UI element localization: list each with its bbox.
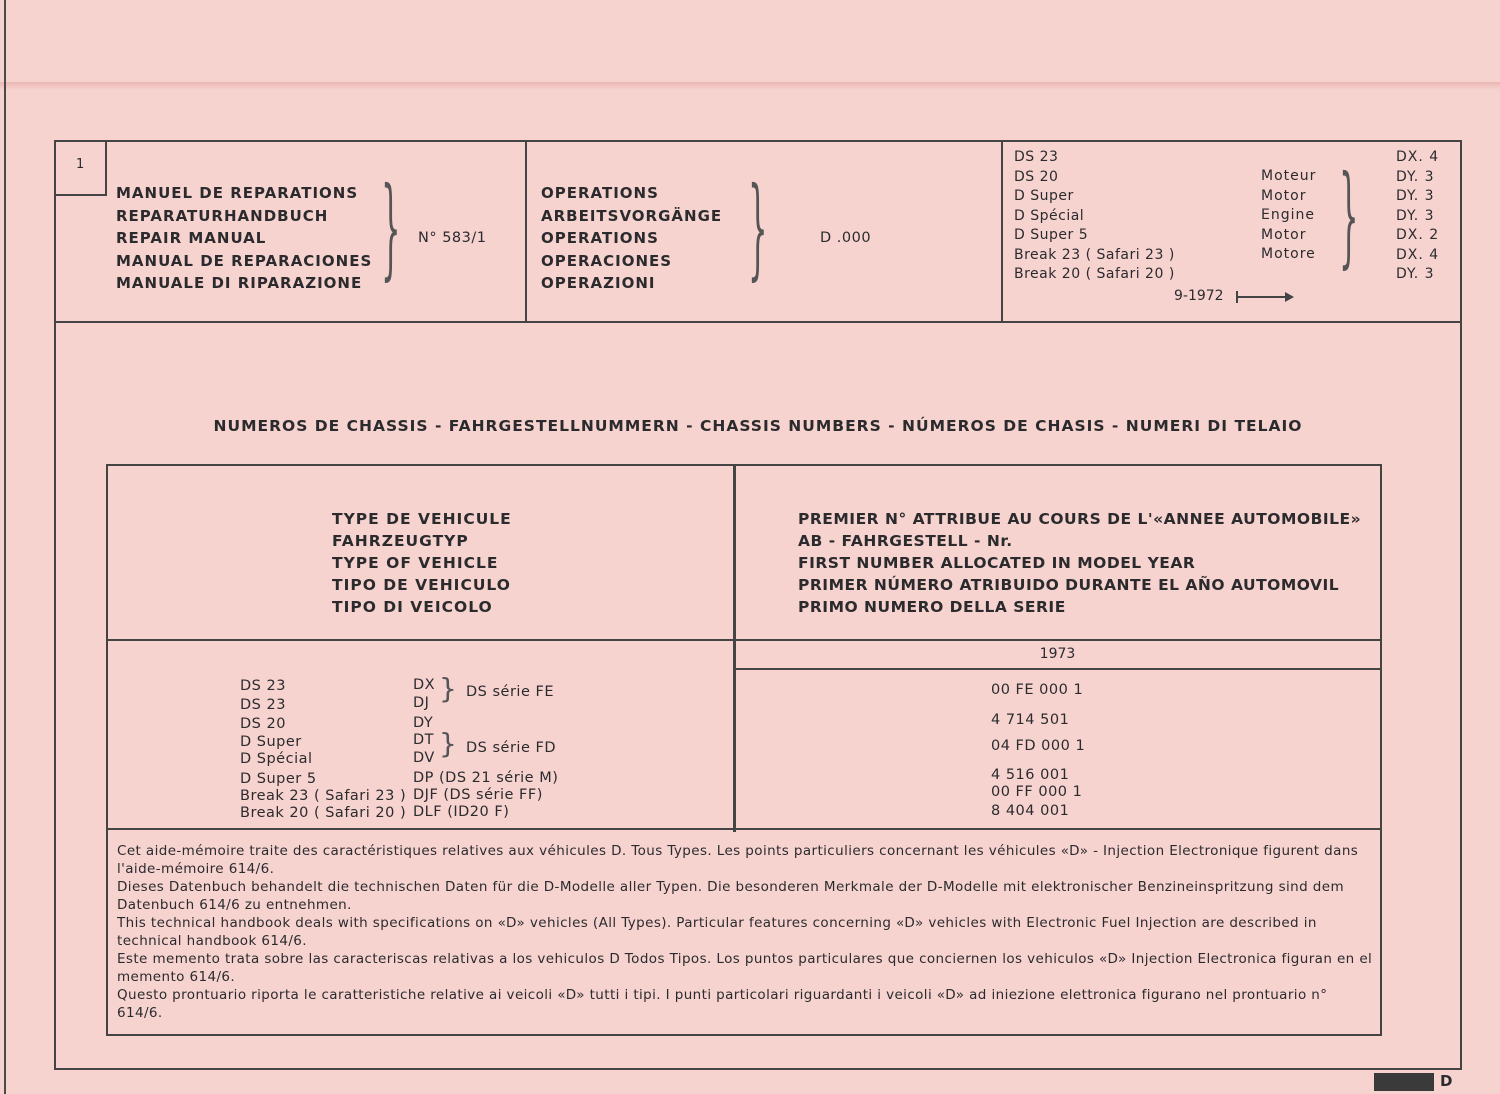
model: DS 23 (1014, 149, 1059, 165)
brace-icon: } (381, 163, 401, 291)
type-header-line: TIPO DI VEICOLO (332, 598, 493, 616)
first-number: 00 FF 000 1 (991, 784, 1083, 800)
note-en: This technical handbook deals with specifications on «D» vehicles (All Types). Particular features concerning «D» vehicles with Electronic Fuel Injection are described in technical handbook 614/6. (117, 915, 1317, 949)
divider (525, 142, 527, 321)
engine-code: DY. 3 (1396, 168, 1435, 185)
first-header-line: PRIMER NÚMERO ATRIBUIDO DURANTE EL AÑO AUTOMOVIL (798, 576, 1340, 594)
model-list (1014, 148, 1175, 285)
model: D Spécial (1014, 207, 1085, 224)
model: Break 23 ( Safari 23 ) (1014, 246, 1175, 263)
date-from: 9-1972 (1174, 288, 1224, 304)
first-header-line: PREMIER N° ATTRIBUE AU COURS DE L'«ANNEE AUTOMOBILE» (798, 510, 1362, 528)
vehicle-code: DLF (ID20 F) (413, 804, 510, 820)
vehicle-code: DT (413, 732, 435, 748)
engine-code: DX. 4 (1396, 246, 1440, 263)
operation-code: D .000 (820, 230, 872, 246)
divider (733, 668, 1380, 670)
note-it: Questo prontuario riporta le caratteristiche relative ai veicoli «D» tutti i tipi. I punti particolari riguardanti i veicoli «D» ad iniezione elettronica figurano nel prontuario n° 614/6. (117, 987, 1328, 1021)
type-header (332, 508, 512, 618)
first-number: 4 714 501 (991, 712, 1070, 728)
chassis-table (106, 464, 1382, 1036)
engine-word: Motore (1261, 246, 1316, 262)
document-sheet (54, 140, 1462, 1070)
vehicle-name: D Spécial (240, 751, 313, 767)
first-header-line: FIRST NUMBER ALLOCATED IN MODEL YEAR (798, 554, 1196, 572)
engine-words (1261, 167, 1316, 265)
model: D Super (1014, 188, 1074, 204)
manual-titles (116, 182, 372, 295)
vehicle-code: DP (DS 21 série M) (413, 770, 559, 786)
model: D Super 5 (1014, 227, 1089, 243)
engine-code: DY. 3 (1396, 188, 1435, 204)
page-fold-shadow (0, 82, 1500, 90)
first-header-line: AB - FAHRGESTELL - Nr. (798, 532, 1013, 550)
vehicle-name: D Super (240, 734, 302, 750)
manual-title-de: REPARATURHANDBUCH (116, 206, 329, 225)
vehicle-code: DX (413, 677, 436, 693)
vehicle-code: DY (413, 715, 434, 731)
engine-code: DX. 2 (1396, 227, 1440, 243)
divider (108, 639, 1380, 641)
operations-fr: OPERATIONS (541, 184, 659, 202)
manual-title-es: MANUAL DE REPARACIONES (116, 251, 373, 270)
type-header-line: TYPE DE VEHICULE (332, 510, 512, 528)
first-number-header (798, 508, 1361, 618)
section-title: NUMEROS DE CHASSIS - FAHRGESTELLNUMMERN - CHASSIS NUMBERS - NÚMEROS DE CHASIS - NUMERI DI TELAIO (213, 417, 1303, 435)
first-number: 04 FD 000 1 (991, 738, 1086, 754)
manual-number: N° 583/1 (418, 230, 487, 246)
manual-title-en: REPAIR MANUAL (116, 229, 267, 247)
section-tab-marker (1374, 1073, 1434, 1091)
engine-code: DY. 3 (1396, 207, 1435, 224)
brace-icon: } (439, 727, 458, 760)
notes-block (117, 842, 1375, 1022)
type-header-line: TIPO DE VEHICULO (332, 576, 511, 594)
divider (1001, 142, 1003, 321)
model-year: 1973 (1039, 646, 1076, 662)
page-edge (4, 0, 6, 1094)
vehicle-name: D Super 5 (240, 771, 317, 787)
operations-de: ARBEITSVORGÄNGE (541, 206, 723, 225)
section-tab-letter: D (1440, 1072, 1453, 1090)
first-number: 4 516 001 (991, 767, 1070, 783)
operations-it: OPERAZIONI (541, 274, 656, 292)
note-fr: Cet aide-mémoire traite des caractéristiques relatives aux véhicules D. Tous Types. Les points particuliers concernant les véhicules «D» - Injection Electronique figurent dans l'aide-mémoire 614/6. (117, 843, 1359, 877)
vehicle-code: DJ (413, 695, 430, 711)
vehicle-code: DV (413, 750, 435, 766)
engine-codes (1396, 148, 1439, 285)
model: Break 20 ( Safari 20 ) (1014, 266, 1175, 282)
engine-word: Moteur (1261, 168, 1317, 184)
vehicle-name: DS 23 (240, 678, 286, 694)
brace-icon: } (439, 672, 458, 705)
manual-title-it: MANUALE DI RIPARAZIONE (116, 274, 363, 292)
type-header-line: TYPE OF VEHICLE (332, 554, 499, 572)
vehicle-name: Break 23 ( Safari 23 ) (240, 788, 407, 804)
engine-word: Motor (1261, 226, 1307, 243)
divider (108, 828, 1380, 830)
arrow-right-icon (1236, 296, 1288, 298)
page-number: 1 (56, 142, 107, 196)
series-label: DS série FD (466, 740, 556, 756)
engine-word: Engine (1261, 207, 1315, 223)
operations-en: OPERATIONS (541, 229, 659, 247)
type-header-line: FAHRZEUGTYP (332, 532, 469, 550)
first-number: 00 FE 000 1 (991, 682, 1084, 698)
first-number: 8 404 001 (991, 803, 1070, 819)
brace-icon: } (748, 163, 768, 291)
operations-es: OPERACIONES (541, 251, 673, 270)
model: DS 20 (1014, 168, 1059, 185)
vehicle-name: Break 20 ( Safari 20 ) (240, 805, 407, 821)
engine-code: DY. 3 (1396, 266, 1435, 282)
engine-word: Motor (1261, 187, 1307, 204)
header-block (56, 142, 1460, 323)
vehicle-code: DJF (DS série FF) (413, 787, 543, 803)
series-label: DS série FE (466, 684, 554, 700)
manual-title-fr: MANUEL DE REPARATIONS (116, 184, 359, 202)
operations-list (541, 182, 722, 295)
first-header-line: PRIMO NUMERO DELLA SERIE (798, 598, 1066, 616)
vehicle-name: DS 20 (240, 716, 286, 732)
note-es: Este memento trata sobre las caracteriscas relativas a los vehiculos D Todos Tipos. Los puntos particulares que conciernen los vehiculos «D» Injection Electronica figuran en el memento 614/6. (117, 951, 1373, 985)
vehicle-name: DS 23 (240, 697, 286, 713)
engine-code: DX. 4 (1396, 149, 1440, 165)
brace-icon: } (1339, 151, 1359, 279)
note-de: Dieses Datenbuch behandelt die technischen Daten für die D-Modelle aller Typen. Die besonderen Merkmale der D-Modelle mit elektronischer Benzineinspritzung sind dem Datenbuch 614/6 zu entnehmen. (117, 879, 1345, 913)
